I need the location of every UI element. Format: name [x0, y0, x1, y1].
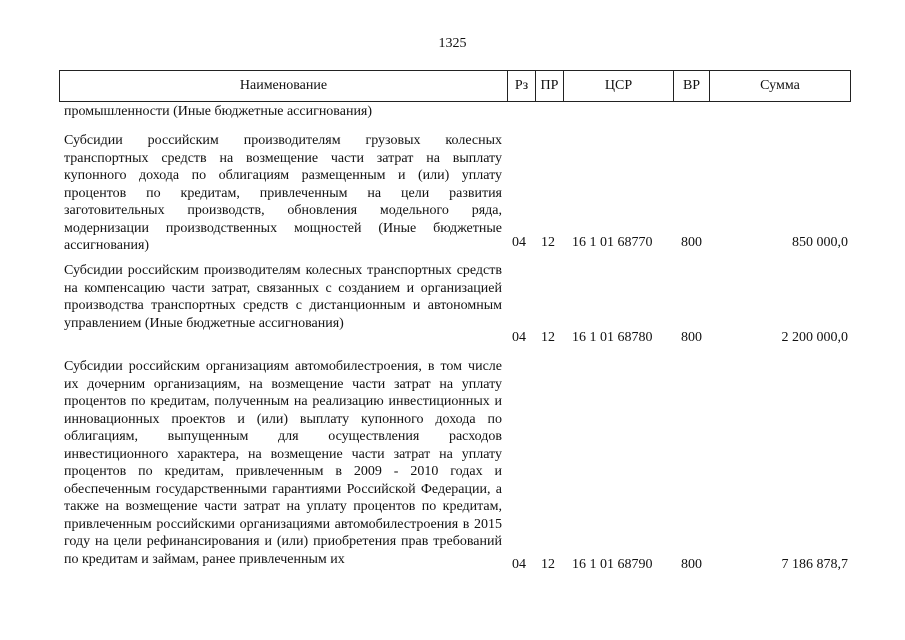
row-rz: 04	[512, 557, 526, 572]
header-csr: ЦСР	[564, 71, 674, 101]
row-name: Субсидии российским производителям грузовых колесных транспортных средств на возмещение части затрат на выплату купонного дохода по облигациям размещенным и (или) уплату процентов по кредитам, привлеченным на цели развития заготовительных производств, обновления модельного ряда, модернизации производственных мощностей (Иные бюджетные ассигнования)	[64, 133, 502, 253]
header-pr: ПР	[536, 71, 564, 101]
row-sum: 7 186 878,7	[781, 557, 848, 572]
table-row	[64, 358, 852, 588]
row-vr: 800	[681, 557, 702, 572]
page-number: 1325	[438, 36, 467, 51]
row-pr: 12	[541, 557, 555, 572]
row-pr: 12	[541, 235, 555, 250]
row-rz: 04	[512, 330, 526, 345]
header-sum: Сумма	[760, 78, 800, 93]
header-vr: ВР	[674, 71, 710, 101]
row-sum: 2 200 000,0	[781, 330, 848, 345]
continuation-text: промышленности (Иные бюджетные ассигнования)	[64, 104, 373, 119]
row-name: Субсидии российским организациям автомобилестроения, в том числе их дочерним организациям, на возмещение части затрат на уплату процентов по кредитам, полученным на реализацию инвестиционных и инновационных проектов и (или) выплату купонного дохода по облигациям, выпущенным для осуществления расходов инвестиционного характера, на возмещение части затрат на уплату процентов по кредитам, привлеченным в 2009 - 2010 годах и обеспеченным государственными гарантиями Российской Федерации, а также на возмещение части затрат на уплату процентов по кредитам, привлеченным российскими организациями автомобилестроения в 2015 году на цели рефинансирования и (или) приобретения прав требований по кредитам и займам, ранее привлеченным их	[64, 359, 502, 567]
header-name: Наименование	[60, 71, 508, 101]
row-vr: 800	[681, 330, 702, 345]
header-rz: Рз	[508, 71, 536, 101]
row-pr: 12	[541, 330, 555, 345]
table-row	[64, 132, 852, 252]
row-csr: 16 1 01 68780	[572, 330, 653, 345]
row-vr: 800	[681, 235, 702, 250]
row-csr: 16 1 01 68770	[572, 235, 653, 250]
row-name: Субсидии российским производителям колесных транспортных средств на компенсацию части затрат, связанных с созданием и организацией производства транспортных средств с дистанционным и автономным управлением (Иные бюджетные ассигнования)	[64, 263, 502, 331]
table-header	[59, 70, 851, 102]
row-sum: 850 000,0	[792, 235, 848, 250]
table-row	[64, 262, 852, 347]
row-csr: 16 1 01 68790	[572, 557, 653, 572]
row-rz: 04	[512, 235, 526, 250]
